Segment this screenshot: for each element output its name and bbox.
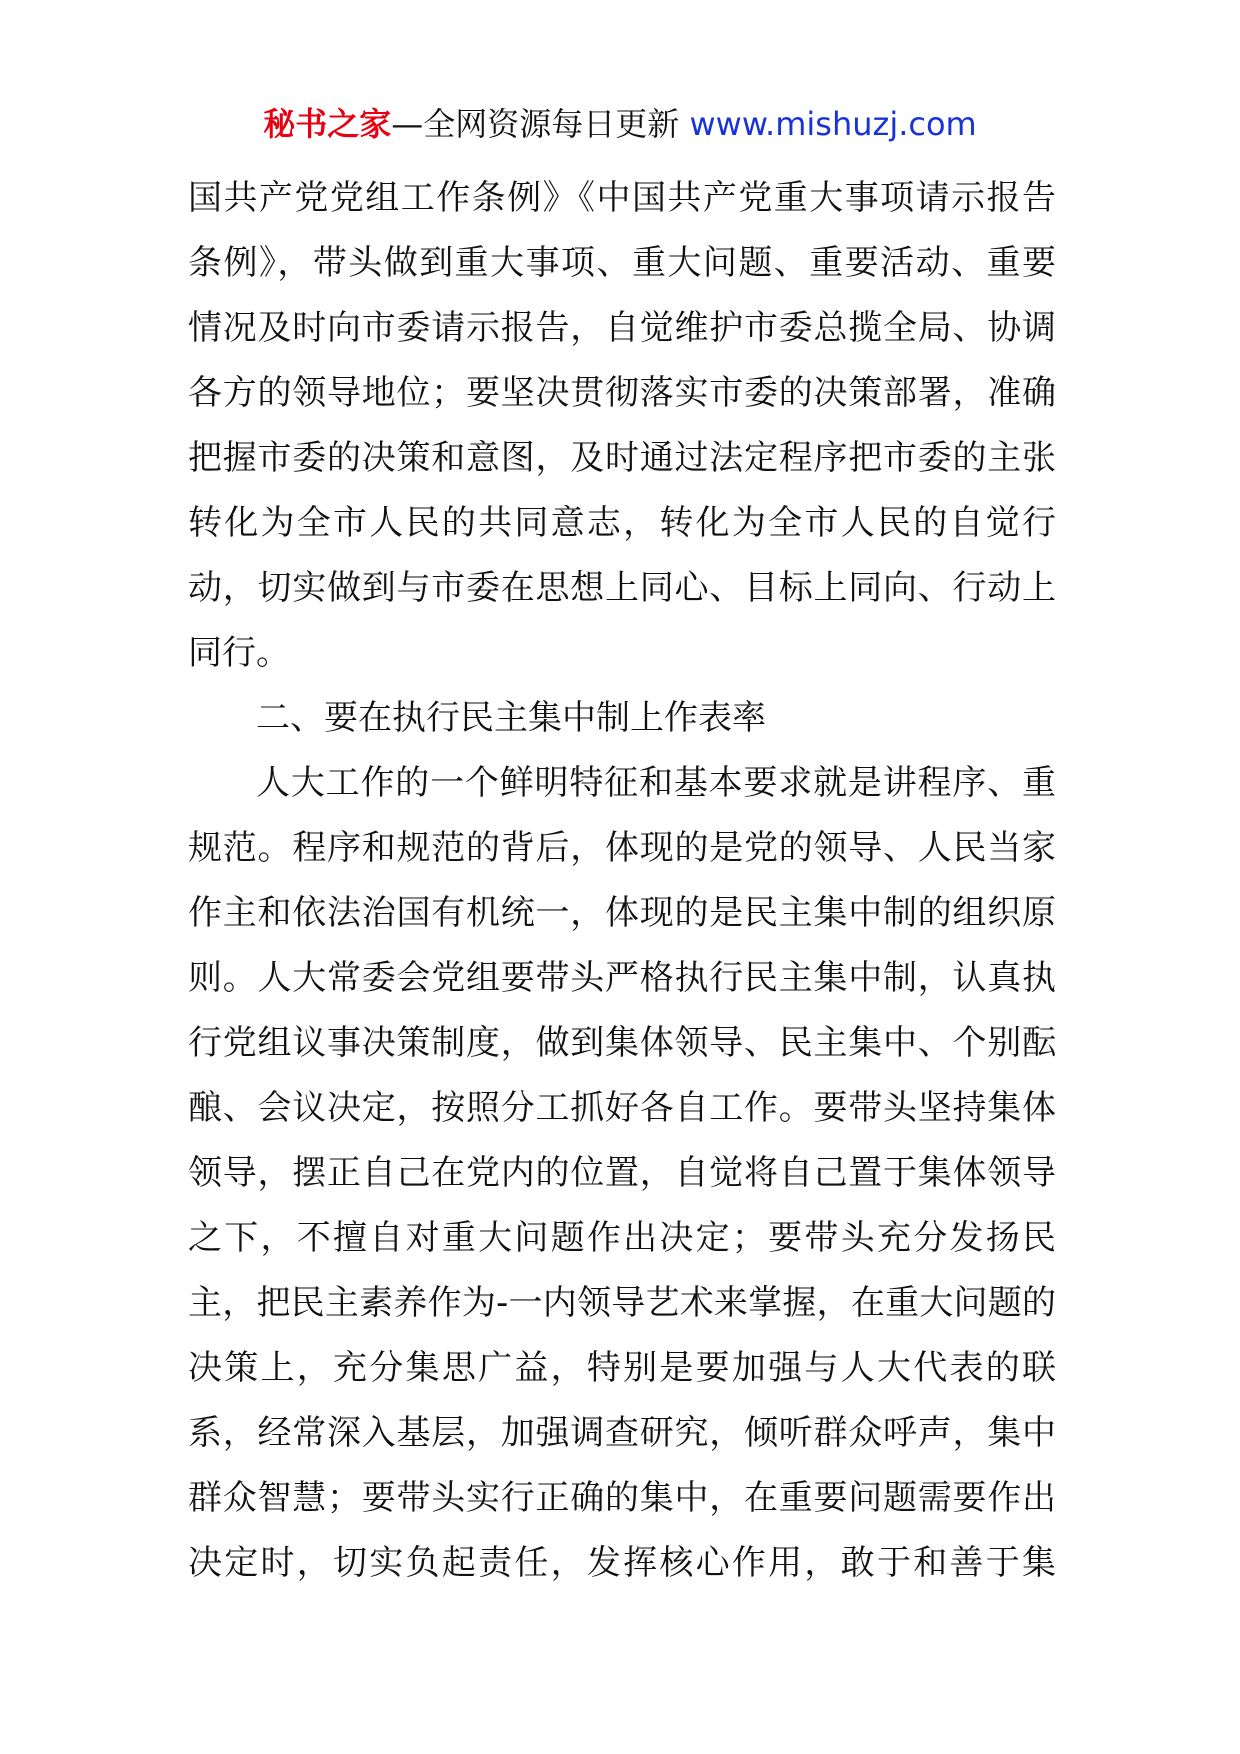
- header-tagline: —全网资源每日更新: [391, 105, 680, 143]
- text-line: 则。人大常委会党组要带头严格执行民主集中制，认真执: [188, 958, 1056, 998]
- text-line: 决策上，充分集思广益，特别是要加强与人大代表的联: [188, 1348, 1056, 1388]
- text-line: 之下，不擅自对重大问题作出决定；要带头充分发扬民: [188, 1218, 1056, 1258]
- section-heading: 二、要在执行民主集中制上作表率: [256, 698, 766, 738]
- text-line: 决定时，切实负起责任，发挥核心作用，敢于和善于集: [188, 1543, 1056, 1583]
- text-line: 行党组议事决策制度，做到集体领导、民主集中、个别酝: [188, 1023, 1056, 1063]
- brand-name: 秘书之家: [263, 105, 392, 143]
- text-line: 把握市委的决策和意图，及时通过法定程序把市委的主张: [188, 438, 1056, 478]
- text-line: 主，把民主素养作为-一内领导艺术来掌握，在重大问题的: [188, 1283, 1056, 1323]
- text-line: 同行。: [188, 633, 290, 673]
- text-line: 动，切实做到与市委在思想上同心、目标上同向、行动上: [188, 568, 1056, 608]
- text-line: 系，经常深入基层，加强调查研究，倾听群众呼声，集中: [188, 1413, 1056, 1453]
- text-line: 群众智慧；要带头实行正确的集中，在重要问题需要作出: [188, 1478, 1056, 1518]
- document-body: [188, 166, 1056, 1596]
- text-line: 领导，摆正自己在党内的位置，自觉将自己置于集体领导: [188, 1153, 1056, 1193]
- text-line: 各方的领导地位；要坚决贯彻落实市委的决策部署，准确: [188, 373, 1056, 413]
- text-line: 作主和依法治国有机统一，体现的是民主集中制的组织原: [188, 893, 1056, 933]
- site-header: [0, 102, 1240, 146]
- text-line: 国共产党党组工作条例》《中国共产党重大事项请示报告: [188, 178, 1056, 218]
- text-line: 酿、会议决定，按照分工抓好各自工作。要带头坚持集体: [188, 1088, 1056, 1128]
- text-line: 转化为全市人民的共同意志，转化为全市人民的自觉行: [188, 503, 1056, 543]
- text-line: 人大工作的一个鲜明特征和基本要求就是讲程序、重: [256, 763, 1056, 803]
- text-line: 情况及时向市委请示报告，自觉维护市委总揽全局、协调: [188, 308, 1056, 348]
- site-url-link[interactable]: www.mishuzj.com: [689, 105, 977, 143]
- text-line: 条例》，带头做到重大事项、重大问题、重要活动、重要: [188, 243, 1056, 283]
- text-line: 规范。程序和规范的背后，体现的是党的领导、人民当家: [188, 828, 1056, 868]
